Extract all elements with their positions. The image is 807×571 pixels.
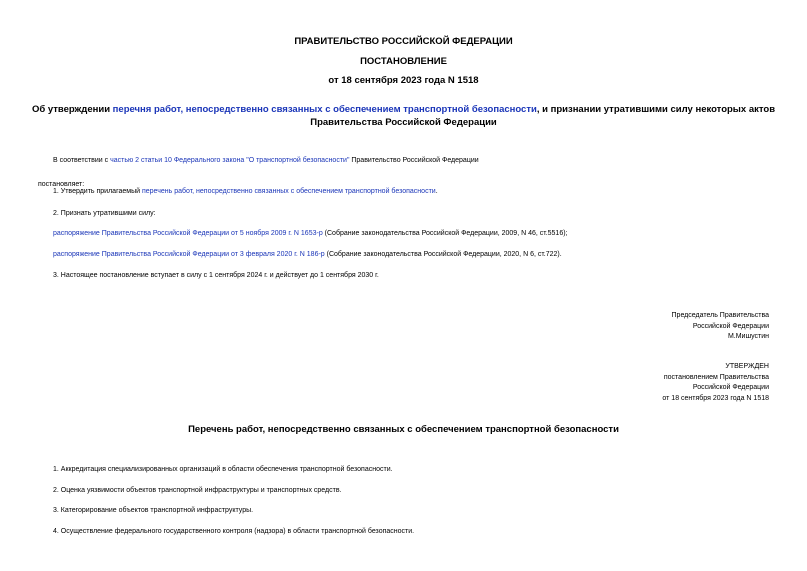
item-1-prefix: 1. Утвердить прилагаемый	[53, 188, 142, 195]
federal-law-link[interactable]: частью 2 статьи 10 Федерального закона "О транспортной безопасности"	[110, 157, 350, 164]
annex-work-4: 4. Осуществление федерального государственного контроля (надзора) в области транспортной безопасности.	[53, 528, 415, 535]
annex-work-3: 3. Категорирование объектов транспортной инфраструктуры.	[53, 507, 254, 514]
document-type-heading: ПОСТАНОВЛЕНИЕ	[360, 56, 447, 67]
item-2: 2. Признать утратившими силу:	[53, 210, 156, 217]
item-1	[53, 187, 438, 196]
item-1-list-link[interactable]: перечень работ, непосредственно связанных с обеспечением транспортной безопасности	[141, 188, 436, 195]
authority-heading: ПРАВИТЕЛЬСТВО РОССИЙСКОЙ ФЕДЕРАЦИИ	[294, 36, 513, 47]
title-suffix: , и признании утратившими силу некоторых актов	[536, 104, 776, 115]
preamble-suffix: Правительство Российской Федерации	[349, 157, 479, 164]
approval-block	[662, 362, 769, 404]
repeal-1-suffix: (Собрание законодательства Российской Федерации, 2009, N 46, ст.5516);	[322, 230, 568, 237]
repeal-1	[53, 229, 568, 238]
document-title	[0, 104, 807, 129]
signature-line-1: Председатель Правительства	[671, 312, 769, 319]
item-1-suffix: .	[435, 188, 438, 195]
preamble-prefix: В соответствии с	[53, 157, 111, 164]
approval-line-1: УТВЕРЖДЕН	[725, 363, 769, 370]
title-list-link[interactable]: перечня работ, непосредственно связанных с обеспечением транспортной безопасности	[112, 104, 537, 115]
annex-work-1: 1. Аккредитация специализированных организаций в области обеспечения транспортной безопасности.	[53, 466, 393, 473]
document-title-line2: Правительства Российской Федерации	[310, 116, 497, 128]
preamble	[53, 156, 479, 165]
decides-word: постановляет:	[38, 181, 85, 188]
title-prefix: Об утверждении	[31, 104, 113, 115]
document-title-line1	[0, 104, 807, 117]
signature-block	[672, 311, 769, 343]
annex-work-2: 2. Оценка уязвимости объектов транспортной инфраструктуры и транспортных средств.	[53, 487, 342, 494]
item-3: 3. Настоящее постановление вступает в силу с 1 сентября 2024 г. и действует до 1 сентября 2030 г.	[53, 272, 379, 279]
annex-title: Перечень работ, непосредственно связанных с обеспечением транспортной безопасности	[188, 424, 619, 435]
approval-line-2: постановлением Правительства	[663, 373, 769, 381]
repeal-2	[53, 250, 562, 259]
approval-line-3: Российской Федерации	[692, 384, 769, 391]
repeal-2-link[interactable]: распоряжение Правительства Российской Федерации от 3 февраля 2020 г. N 186-р	[53, 251, 325, 258]
signature-line-3: М.Мишустин	[727, 333, 769, 340]
repeal-1-link[interactable]: распоряжение Правительства Российской Федерации от 5 ноября 2009 г. N 1653-р	[53, 230, 323, 237]
signature-line-2: Российской Федерации	[692, 322, 769, 330]
approval-line-4: от 18 сентября 2023 года N 1518	[662, 394, 769, 402]
repeal-2-suffix: (Собрание законодательства Российской Федерации, 2020, N 6, ст.722).	[324, 251, 562, 258]
document-date-number: от 18 сентября 2023 года N 1518	[328, 75, 479, 86]
